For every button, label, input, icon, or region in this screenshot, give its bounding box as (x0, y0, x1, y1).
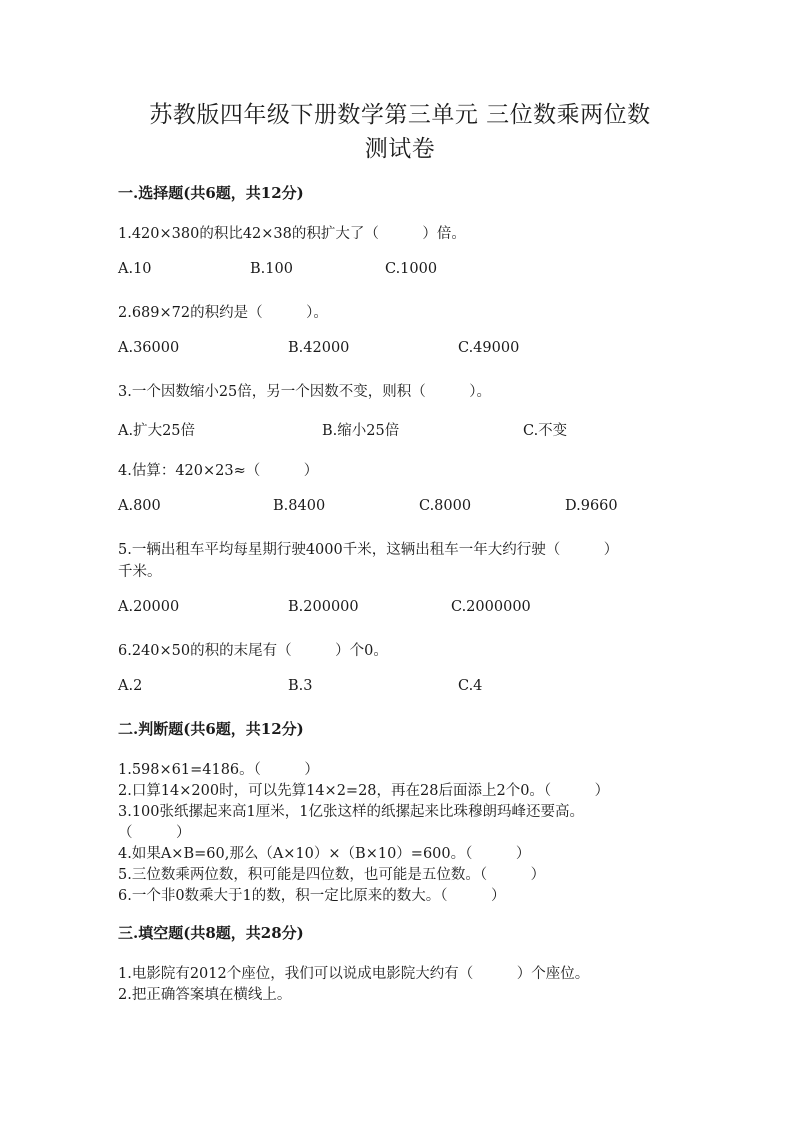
option: B.3 (288, 678, 313, 694)
option: C.1000 (385, 261, 438, 277)
option: C.不变 (523, 423, 568, 439)
option: A.800 (118, 498, 161, 514)
judgement-line: 1.598×61=4186。（ ） (118, 762, 319, 778)
option: C.2000000 (451, 599, 531, 615)
option: A.10 (118, 261, 152, 277)
question-stem-continued: 千米。 (118, 564, 162, 580)
option: B.8400 (273, 498, 326, 514)
judgement-line: 4.如果A×B=60,那么（A×10）×（B×10）=600。（ ） (118, 846, 531, 862)
fill-line: 1.电影院有2012个座位，我们可以说成电影院大约有（ ）个座位。 (118, 966, 590, 982)
judgement-line: 2.口算14×200时，可以先算14×2=28，再在28后面添上2个0。（ ） (118, 783, 610, 799)
option: A.2 (118, 678, 143, 694)
judgement-line: 6.一个非0数乘大于1的数，积一定比原来的数大。（ ） (118, 888, 506, 904)
judgement-line: （ ） (118, 825, 191, 841)
page-title-line1: 苏教版四年级下册数学第三单元 三位数乘两位数 (149, 102, 651, 128)
option: C.49000 (458, 340, 520, 356)
option: C.8000 (419, 498, 472, 514)
option: B.200000 (288, 599, 359, 615)
option: A.扩大25倍 (118, 423, 196, 439)
option: B.42000 (288, 340, 350, 356)
question-stem: 4.估算：420×23≈（ ） (118, 463, 319, 479)
question-stem: 2.689×72的积约是（ ）。 (118, 305, 328, 321)
section-heading-choice: 一.选择题(共6题，共12分) (118, 184, 304, 202)
question-stem: 1.420×380的积比42×38的积扩大了（ ）倍。 (118, 226, 466, 242)
option: B.缩小25倍 (322, 423, 400, 439)
page-title-line2: 测试卷 (364, 136, 436, 162)
fill-line: 2.把正确答案填在横线上。 (118, 987, 292, 1003)
option: A.36000 (118, 340, 180, 356)
question-stem: 3.一个因数缩小25倍，另一个因数不变，则积（ ）。 (118, 384, 492, 400)
section-heading-fill: 三.填空题(共8题，共28分) (118, 924, 304, 942)
question-stem: 5.一辆出租车平均每星期行驶4000千米，这辆出租车一年大约行驶（ ） (118, 542, 619, 558)
question-stem: 6.240×50的积的末尾有（ ）个0。 (118, 643, 388, 659)
judgement-line: 3.100张纸摞起来高1厘米，1亿张这样的纸摞起来比珠穆朗玛峰还要高。 (118, 804, 584, 820)
option: A.20000 (118, 599, 180, 615)
option: D.9660 (565, 498, 618, 514)
option: B.100 (250, 261, 293, 277)
judgement-line: 5.三位数乘两位数，积可能是四位数，也可能是五位数。（ ） (118, 867, 546, 883)
section-heading-judgement: 二.判断题(共6题，共12分) (118, 720, 304, 738)
option: C.4 (458, 678, 483, 694)
